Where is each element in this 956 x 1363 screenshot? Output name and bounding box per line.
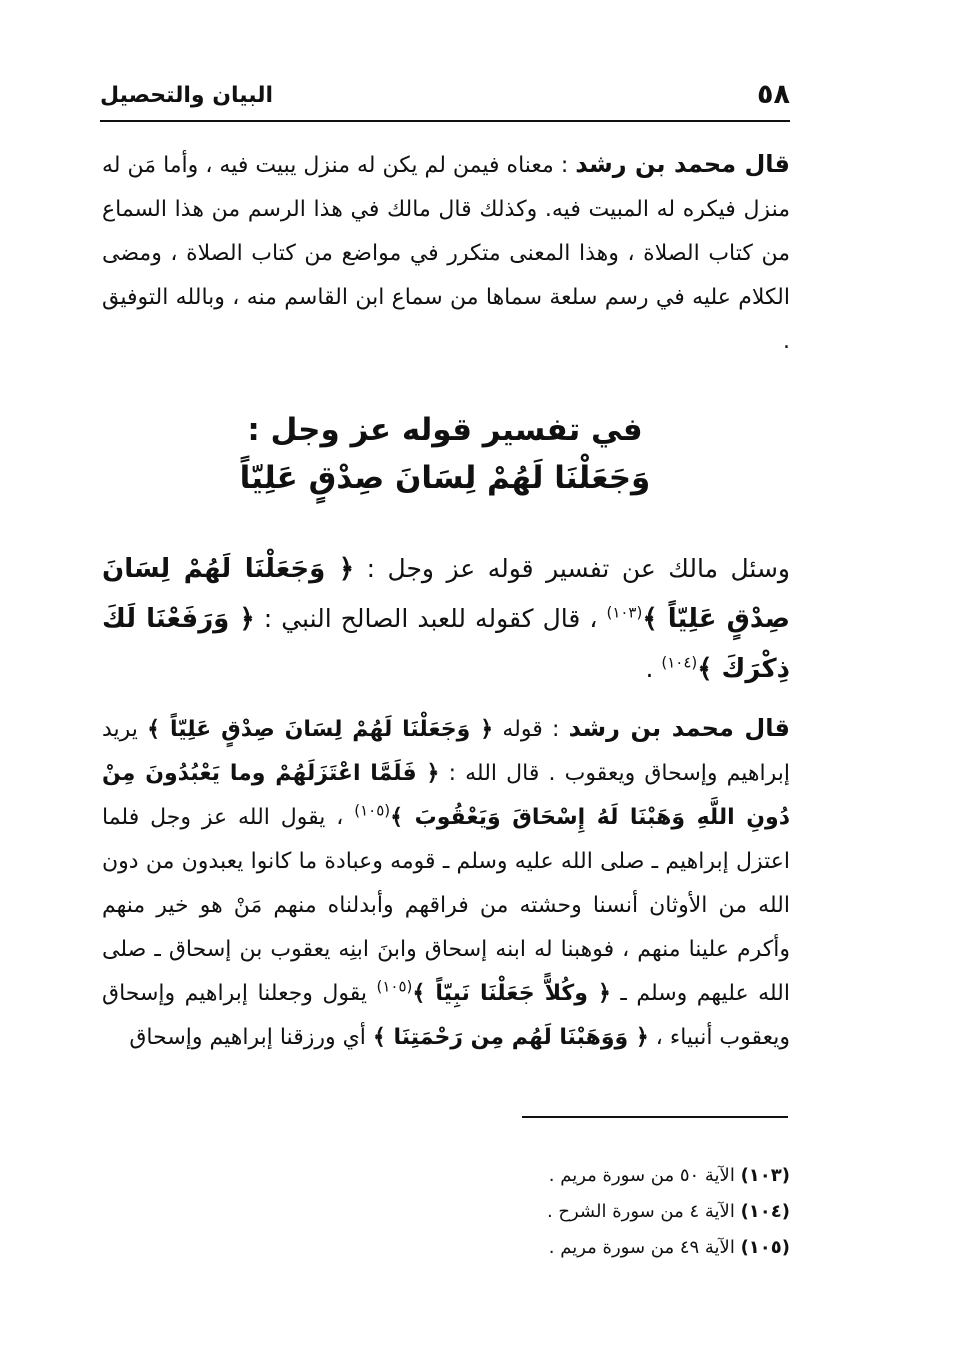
paragraph-commentary-2 [102,706,790,1060]
footnote-text: الآية ٤ من سورة الشرح . [546,1201,735,1222]
question-text: ، قال كقوله للعبد الصالح النبي : [263,604,598,633]
paragraph-text: ، يقول الله عز وجل فلما اعتزل إبراهيم ـ صلى الله عليه وسلم ـ قومه وعبادة ما كانوا يعبدون من دون الله من الأوثان أنسنا وحشته من فراقهم وأبدلناه منهم مَنْ هو خير منهم وأكرم علينا منهم ، فوهبنا له ابنه إسحاق وابنَ ابنِه يعقوب بن إسحاق ـ صلى الله عليهم وسلم ـ [102,805,790,1006]
question-text: . [645,654,654,683]
footnote-number: (١٠٤) [740,1201,790,1222]
quran-verse: ﴿ وَرَفَعْنَا لَكَ ذِكْرَكَ ﴾ [102,604,790,684]
section-heading [120,408,770,504]
paragraph-text: يريد إبراهيم وإسحاق ويعقوب . قال الله : [102,717,790,786]
paragraph-commentary-1 [102,142,790,364]
footnote-text: الآية ٥٠ من سورة مريم . [548,1165,735,1186]
quran-verse: ﴿ فَلَمَّا اعْتَزَلَهُمْ وما يَعْبُدُونَ مِنْ دُونِ اللَّهِ وَهَبْنَا لَهُ إِسْحَاقَ وَيَعْقُوبَ ﴾ [102,761,790,830]
footnote-number: (١٠٣) [740,1165,790,1186]
quran-verse: ﴿ وَجَعَلْنَا لَهُمْ لِسَانَ صِدْقٍ عَلِيّاً ﴾ [147,717,494,742]
page-header [100,72,790,122]
section-heading-line-1: في تفسير قوله عز وجل : [247,412,643,448]
quran-verse: ﴿ وكُلاًّ جَعَلْنَا نَبِيّاً ﴾ [412,981,611,1006]
speaker-label: قال محمد بن رشد [575,150,790,178]
footnote-reference: (١٠٤) [661,653,698,672]
paragraph-text: : قوله [502,717,560,742]
footnote-text: الآية ٤٩ من سورة مريم . [548,1237,735,1258]
section-heading-verse: وَجَعَلْنَا لَهُمْ لِسَانَ صِدْقٍ عَلِيّاً [239,460,651,496]
footnote-divider [522,1116,788,1118]
footnote [460,1158,790,1194]
page-number: ٥٨ [757,79,790,110]
footnote-number: (١٠٥) [740,1237,790,1258]
paragraph-question [102,544,790,694]
paragraph-text: : معناه فيمن لم يكن له منزل يبيت فيه ، وأما مَن له منزل فيكره له المبيت فيه. وكذلك قال مالك في هذا الرسم من هذا السماع من كتاب الصلاة ، وهذا المعنى متكرر في مواضع من كتاب الصلاة ، ومضى الكلام عليه في رسم سلعة سماها من سماع ابن القاسم منه ، وبالله التوفيق . [102,153,790,354]
footnote-reference: (١٠٥) [354,801,391,820]
footnote [460,1230,790,1266]
paragraph-text: يقول وجعلنا إبراهيم وإسحاق ويعقوب أنبياء ، [102,981,790,1050]
footnote-reference: (١٠٥) [376,977,413,996]
footnote-reference: (١٠٣) [606,603,643,622]
quran-verse: ﴿ وَوَهَبْنَا لَهُم مِن رَحْمَتِنَا ﴾ [372,1025,649,1050]
footnote [460,1194,790,1230]
question-text: وسئل مالك عن تفسير قوله عز وجل : [366,554,790,583]
paragraph-text: أي ورزقنا إبراهيم وإسحاق [129,1025,366,1050]
footnotes [460,1158,790,1266]
quran-verse: ﴿ وَجَعَلْنَا لَهُمْ لِسَانَ صِدْقٍ عَلِيّاً ﴾ [102,554,790,634]
speaker-label: قال محمد بن رشد [568,714,790,742]
running-title: البيان والتحصيل [100,83,274,108]
